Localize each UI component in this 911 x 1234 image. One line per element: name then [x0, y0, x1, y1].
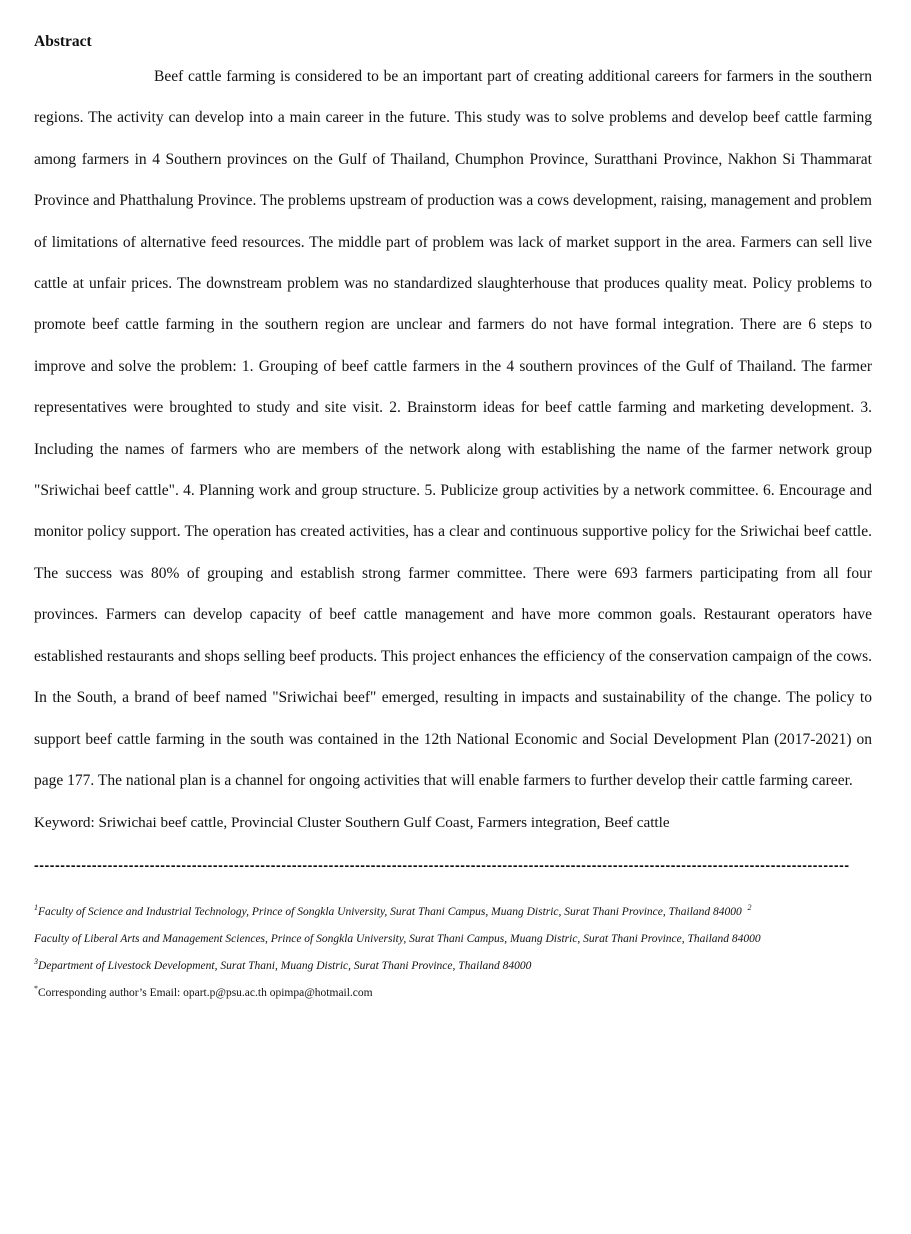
- keywords: Keyword: Sriwichai beef cattle, Provincial Cluster Southern Gulf Coast, Farmers integration, Beef cattle: [34, 814, 670, 832]
- corresponding-author: [34, 984, 373, 1000]
- paper-page: [34, 30, 872, 1007]
- affiliation-1-mark: 1: [34, 903, 38, 913]
- affiliations: [34, 899, 872, 1007]
- affiliation-2: Faculty of Liberal Arts and Management Sciences, Prince of Songkla University, Surat Thani Campus, Muang Distric, Surat Thani Province, Thailand 84000: [34, 933, 761, 946]
- affiliation-2-mark: 2: [747, 903, 752, 913]
- affiliation-3-mark: 3: [34, 957, 38, 967]
- corresponding-mark: *: [34, 984, 38, 994]
- footnote-divider: -----------------------------------------------------------------------------------------------------------------------------------------------------------: [34, 857, 850, 874]
- abstract-heading: Abstract: [34, 33, 92, 50]
- affiliation-3: Department of Livestock Development, Surat Thani, Muang Distric, Surat Thani Province, Thailand 84000: [38, 960, 532, 973]
- affiliation-1: Faculty of Science and Industrial Technology, Prince of Songkla University, Surat Thani Campus, Muang Distric, Surat Thani Province, Thailand 84000: [38, 906, 742, 919]
- corresponding-email-line: Corresponding author’s Email: opart.p@psu.ac.th opimpa@hotmail.com: [38, 987, 373, 1000]
- abstract-body: Beef cattle farming is considered to be an important part of creating additional careers for farmers in the southern regions. The activity can develop into a main career in the future. This study was to solve problems and develop beef cattle farming among farmers in 4 Southern provinces on the Gulf of Thailand, Chumphon Province, Suratthani Province, Nakhon Si Thammarat Province and Phatthalung Province. The problems upstream of production was a cows development, raising, management and problem of limitations of alternative feed resources. The middle part of problem was lack of market support in the area. Farmers can sell live cattle at unfair prices. The downstream problem was no standardized slaughterhouse that produces quality meat. Policy problems to promote beef cattle farming in the southern region are unclear and farmers do not have formal integration. There are 6 steps to improve and solve the problem: 1. Grouping of beef cattle farmers in the 4 southern provinces of the Gulf of Thailand. The farmer representatives were broughted to study and site visit. 2. Brainstorm ideas for beef cattle farming and marketing development. 3. Including the names of farmers who are members of the network along with establishing the name of the farmer network group "Sriwichai beef cattle". 4. Planning work and group structure. 5. Publicize group activities by a network committee. 6. Encourage and monitor policy support. The operation has created activities, has a clear and continuous supportive policy for the Sriwichai beef cattle. The success was 80% of grouping and establish strong farmer committee. There were 693 farmers participating from all four provinces. Farmers can develop capacity of beef cattle management and have more common goals. Restaurant operators have established restaurants and shops selling beef products. This project enhances the efficiency of the conservation campaign of the cows. In the South, a brand of beef named "Sriwichai beef" emerged, resulting in impacts and sustainability of the change. The policy to support beef cattle farming in the south was contained in the 12th National Economic and Social Development Plan (2017-2021) on page 177. The national plan is a channel for ongoing activities that will enable farmers to further develop their cattle farming career.: [34, 68, 872, 789]
